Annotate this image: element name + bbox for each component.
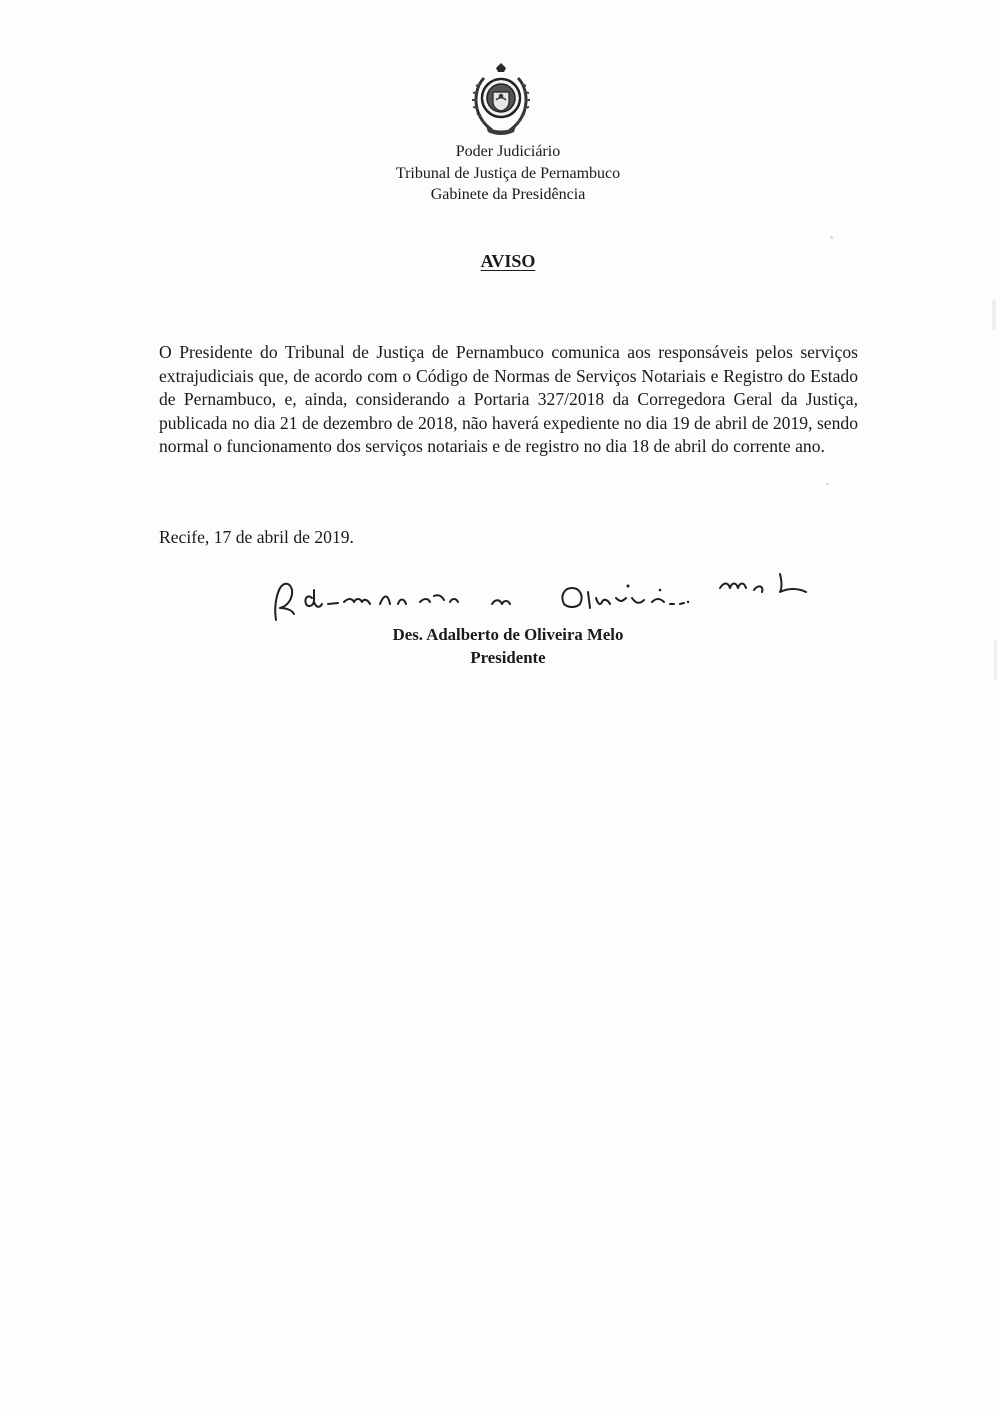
handwritten-signature-icon [268,568,818,626]
signer-role: Presidente [470,648,546,667]
scan-speck [992,300,996,330]
header-line-court: Tribunal de Justiça de Pernambuco [395,164,621,182]
signer-block [0,623,1000,669]
scan-speck [994,640,997,680]
signer-name: Des. Adalberto de Oliveira Melo [392,625,624,644]
place-and-date: Recife, 17 de abril de 2019. [159,527,354,547]
header-line-institution: Poder Judiciário [455,143,561,160]
scan-speck [830,236,833,239]
document-title: AVISO [480,251,536,271]
notice-body: O Presidente do Tribunal de Justiça de Pernambuco comunica aos responsáveis pelos serviços extrajudiciais que, de acordo com o Código de Normas de Serviços Notariais e Registro do Estado de Pernambuco, e, ainda, considerando a Portaria 327/2018 da Corregedora Geral da Justiça, publicada no dia 21 de dezembro de 2018, não haverá expediente no dia 19 de abril de 2019, sendo normal o funcionamento dos serviços notariais e de registro no dia 18 de abril do corrente ano. [159,342,858,456]
pernambuco-coat-of-arms-icon [470,62,532,136]
letterhead [0,141,1000,206]
header-line-office: Gabinete da Presidência [430,186,586,203]
scan-speck [826,483,829,485]
